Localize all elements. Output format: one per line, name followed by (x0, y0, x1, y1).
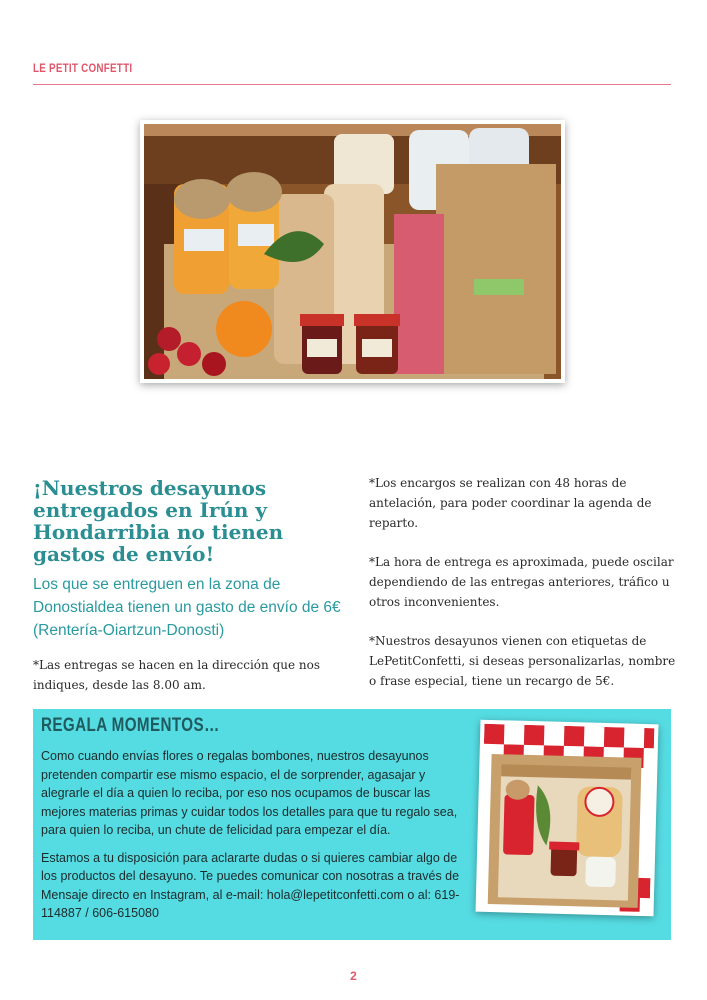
delivery-time-note: *La hora de entrega es aproximada, puede oscilar dependiendo de las entregas anteriores, tráfico u otros inconvenientes. (369, 555, 674, 609)
gift-box-photo (476, 720, 659, 917)
delivery-subheading: Los que se entreguen en la zona de Donostialdea tienen un gasto de envío de 6€ (Rentería-Oiartzun-Donosti) (33, 576, 341, 639)
page-number: 2 (350, 969, 357, 983)
delivery-address-note: *Las entregas se hacen en la dirección que nos indiques, desde las 8.00 am. (33, 658, 321, 692)
delivery-notes (369, 473, 679, 710)
gift-moments-body (41, 747, 461, 932)
breakfast-basket-image (144, 124, 561, 379)
advance-order-note: *Los encargos se realizan con 48 horas de antelación, para poder coordinar la agenda de reparto. (369, 476, 652, 530)
brand-name: LE PETIT CONFETTI (33, 61, 133, 75)
gift-box-image (480, 724, 655, 912)
gift-description-paragraph: Como cuando envías flores o regalas bombones, nuestros desayunos pretenden compartir ese mismo espacio, el de sorprender, agasajar y alegrarle el día a quien lo reciba, por eso nos ocupamos de buscar las mejores materias primas y cuidar todos los detalles para que tu regalo sea, para quien lo reciba, un chute de felicidad para empezar el día. (41, 749, 458, 837)
contact-paragraph: Estamos a tu disposición para aclararte dudas o si quieres cambiar algo de los productos del desayuno. Te puedes comunicar con nosotras a través de Mensaje directo en Instagram, al e-mail: hola@lepetitconfetti.com o al: 619-114887 / 606-615080 (41, 850, 460, 920)
delivery-headline: ¡Nuestros desayunos entregados en Irún y Hondarribia no tienen gastos de envío! (33, 476, 284, 566)
gift-moments-title: REGALA MOMENTOS… (41, 715, 220, 736)
custom-label-note: *Nuestros desayunos vienen con etiquetas de LePetitConfetti, si deseas personalizarlas, nombre o frase especial, tiene un recargo de 5€. (369, 634, 676, 688)
breakfast-basket-photo (140, 120, 565, 383)
header-divider (33, 84, 671, 85)
